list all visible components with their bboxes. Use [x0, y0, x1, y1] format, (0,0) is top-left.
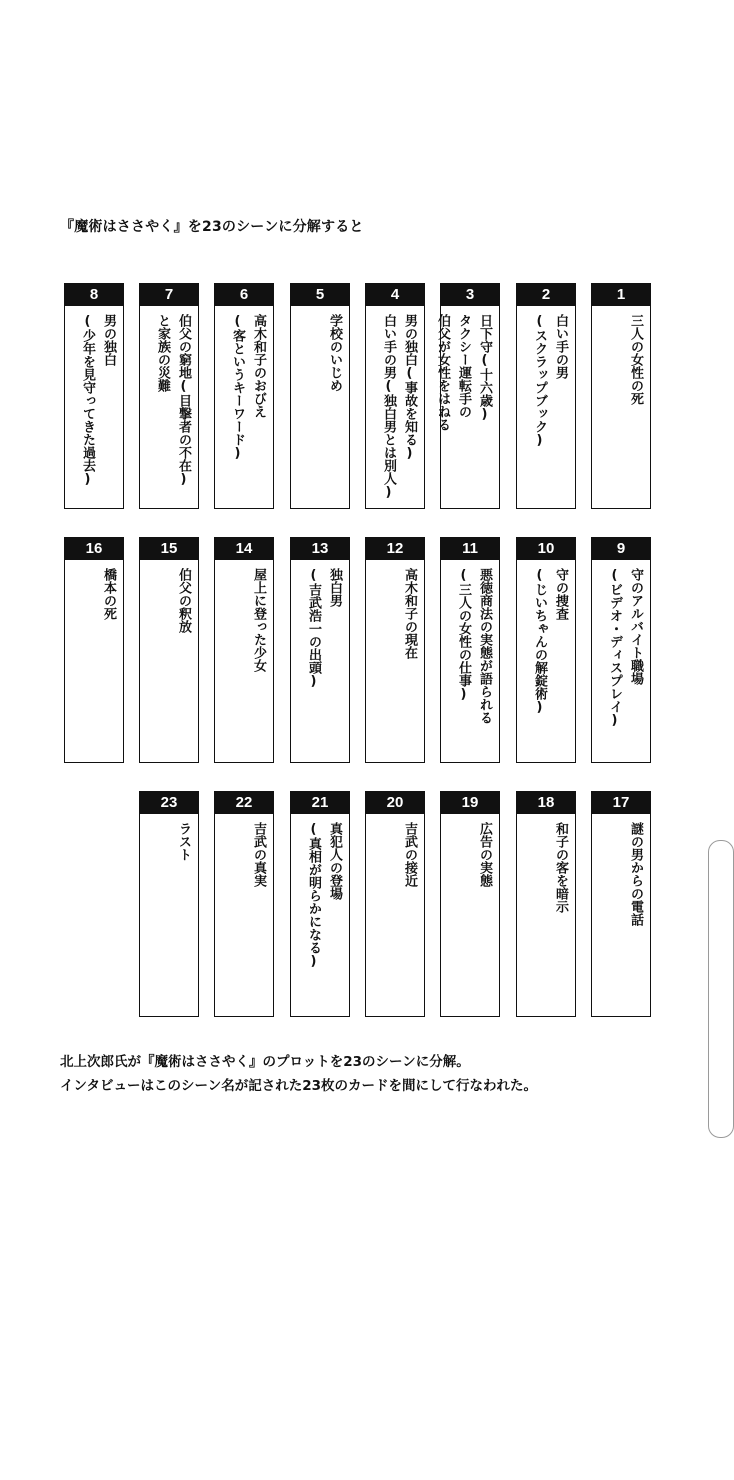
scene-card-13 [290, 537, 350, 763]
scene-card-10 [516, 537, 576, 763]
scene-card-16 [64, 537, 124, 763]
scene-card-number: 15 [140, 538, 198, 560]
scene-card-line: (じいちゃんの解錠術) [532, 568, 547, 715]
scene-card-body [140, 560, 198, 764]
scene-card-17 [591, 791, 651, 1017]
scene-card-19 [440, 791, 500, 1017]
scene-card-2 [516, 283, 576, 509]
scene-card-15 [139, 537, 199, 763]
scene-card-number: 1 [592, 284, 650, 306]
scene-card-line: タクシー運転手の [456, 314, 471, 418]
caption [60, 1050, 537, 1098]
scene-card-line: (少年を見守ってきた過去) [80, 314, 95, 487]
scene-card-6 [214, 283, 274, 509]
scene-card-number: 11 [441, 538, 499, 560]
scene-card-number: 2 [517, 284, 575, 306]
scene-card-number: 13 [291, 538, 349, 560]
scene-card-body [291, 814, 349, 1018]
scene-card-line: 守の捜査 [553, 568, 568, 620]
scene-card-line: 守のアルバイト職場 [628, 568, 643, 685]
scene-card-12 [365, 537, 425, 763]
scene-card-line: 高木和子の現在 [402, 568, 417, 659]
scene-card-line: 学校のいじめ [327, 314, 342, 392]
scene-card-line: 伯父の釈放 [176, 568, 191, 633]
scene-card-number: 9 [592, 538, 650, 560]
scene-card-line: 高木和子のおびえ [251, 314, 266, 418]
scene-card-body [441, 560, 499, 764]
scene-card-3 [435, 283, 500, 509]
scene-card-number: 22 [215, 792, 273, 814]
scene-card-line: (スクラップブック) [532, 314, 547, 448]
scene-card-number: 7 [140, 284, 198, 306]
scene-card-line: (三人の女性の仕事) [456, 568, 471, 702]
scene-card-body [517, 306, 575, 510]
scene-card-line: 独白男 [327, 568, 342, 607]
scene-card-body [140, 814, 198, 1018]
scene-card-line: 男の独白 [101, 314, 116, 366]
scene-card-body [65, 560, 123, 764]
scene-card-22 [214, 791, 274, 1017]
caption-line-2: インタビューはこのシーン名が記された23枚のカードを間にして行なわれた。 [60, 1078, 537, 1094]
scene-card-number: 10 [517, 538, 575, 560]
scene-card-line: 吉武の真実 [251, 822, 266, 887]
scene-card-body [366, 560, 424, 764]
scene-card-line: (真相が明らかになる) [306, 822, 321, 969]
scene-card-body [291, 306, 349, 510]
scene-card-number: 17 [592, 792, 650, 814]
scene-card-body [366, 306, 424, 510]
scene-card-body [215, 306, 273, 510]
scene-card-line: 三人の女性の死 [628, 314, 643, 405]
scene-card-line: 日下守(十六歳) [477, 314, 492, 422]
scene-card-body [517, 814, 575, 1018]
scene-card-body [592, 560, 650, 764]
scene-card-line: 男の独白(事故を知る) [402, 314, 417, 461]
scene-card-23 [139, 791, 199, 1017]
scene-card-body [366, 814, 424, 1018]
scene-card-5 [290, 283, 350, 509]
scene-card-number: 20 [366, 792, 424, 814]
scene-card-body [215, 814, 273, 1018]
scene-card-18 [516, 791, 576, 1017]
scene-card-line: 橋本の死 [101, 568, 116, 620]
scene-card-line: と家族の災難 [155, 314, 170, 392]
scene-card-number: 8 [65, 284, 123, 306]
scene-card-number: 16 [65, 538, 123, 560]
caption-line-1: 北上次郎氏が『魔術はささやく』のプロットを23のシーンに分解。 [60, 1054, 470, 1070]
edge-scroll-handle[interactable] [708, 840, 734, 1138]
scene-card-9 [591, 537, 651, 763]
scene-card-line: 謎の男からの電話 [628, 822, 643, 926]
scene-card-body [592, 306, 650, 510]
scene-card-number: 4 [366, 284, 424, 306]
scene-card-body [517, 560, 575, 764]
scene-card-body [291, 560, 349, 764]
scene-card-line: (客というキーワード) [230, 314, 245, 461]
scene-card-4 [365, 283, 425, 509]
scene-card-number: 18 [517, 792, 575, 814]
scene-card-line: 屋上に登った少女 [251, 568, 266, 672]
scene-card-14 [214, 537, 274, 763]
scene-card-number: 3 [441, 284, 499, 306]
scene-card-body [140, 306, 198, 510]
scene-card-line: 伯父の窮地(目撃者の不在) [176, 314, 191, 487]
scene-card-line: 和子の客を暗示 [553, 822, 568, 913]
scene-card-number: 6 [215, 284, 273, 306]
scene-card-7 [139, 283, 199, 509]
scene-card-line: 広告の実態 [477, 822, 492, 887]
scene-card-number: 5 [291, 284, 349, 306]
scene-card-20 [365, 791, 425, 1017]
scene-card-line: ラスト [176, 822, 191, 861]
scene-card-line: (ビデオ・ディスプレイ) [607, 568, 622, 728]
scene-card-line: (吉武浩一の出頭) [306, 568, 321, 689]
scene-card-line: 白い手の男 [553, 314, 568, 379]
scene-card-number: 23 [140, 792, 198, 814]
scene-card-body [435, 306, 499, 510]
scene-card-line: 真犯人の登場 [327, 822, 342, 900]
scene-card-1 [591, 283, 651, 509]
scene-card-line: 吉武の接近 [402, 822, 417, 887]
scene-card-11 [440, 537, 500, 763]
scene-card-line: 悪徳商法の実態が語られる [477, 568, 492, 724]
scene-card-line: 白い手の男(独白男とは別人) [381, 314, 396, 500]
scene-card-number: 14 [215, 538, 273, 560]
scene-card-21 [290, 791, 350, 1017]
scene-card-body [441, 814, 499, 1018]
scene-card-number: 21 [291, 792, 349, 814]
scene-card-body [592, 814, 650, 1018]
scene-card-body [215, 560, 273, 764]
scene-card-number: 12 [366, 538, 424, 560]
scene-card-8 [64, 283, 124, 509]
scene-card-body [65, 306, 123, 510]
scene-card-line: 伯父が女性をはねる [435, 314, 450, 431]
page-heading: 『魔術はささやく』を23のシーンに分解すると [60, 219, 364, 235]
scene-card-number: 19 [441, 792, 499, 814]
